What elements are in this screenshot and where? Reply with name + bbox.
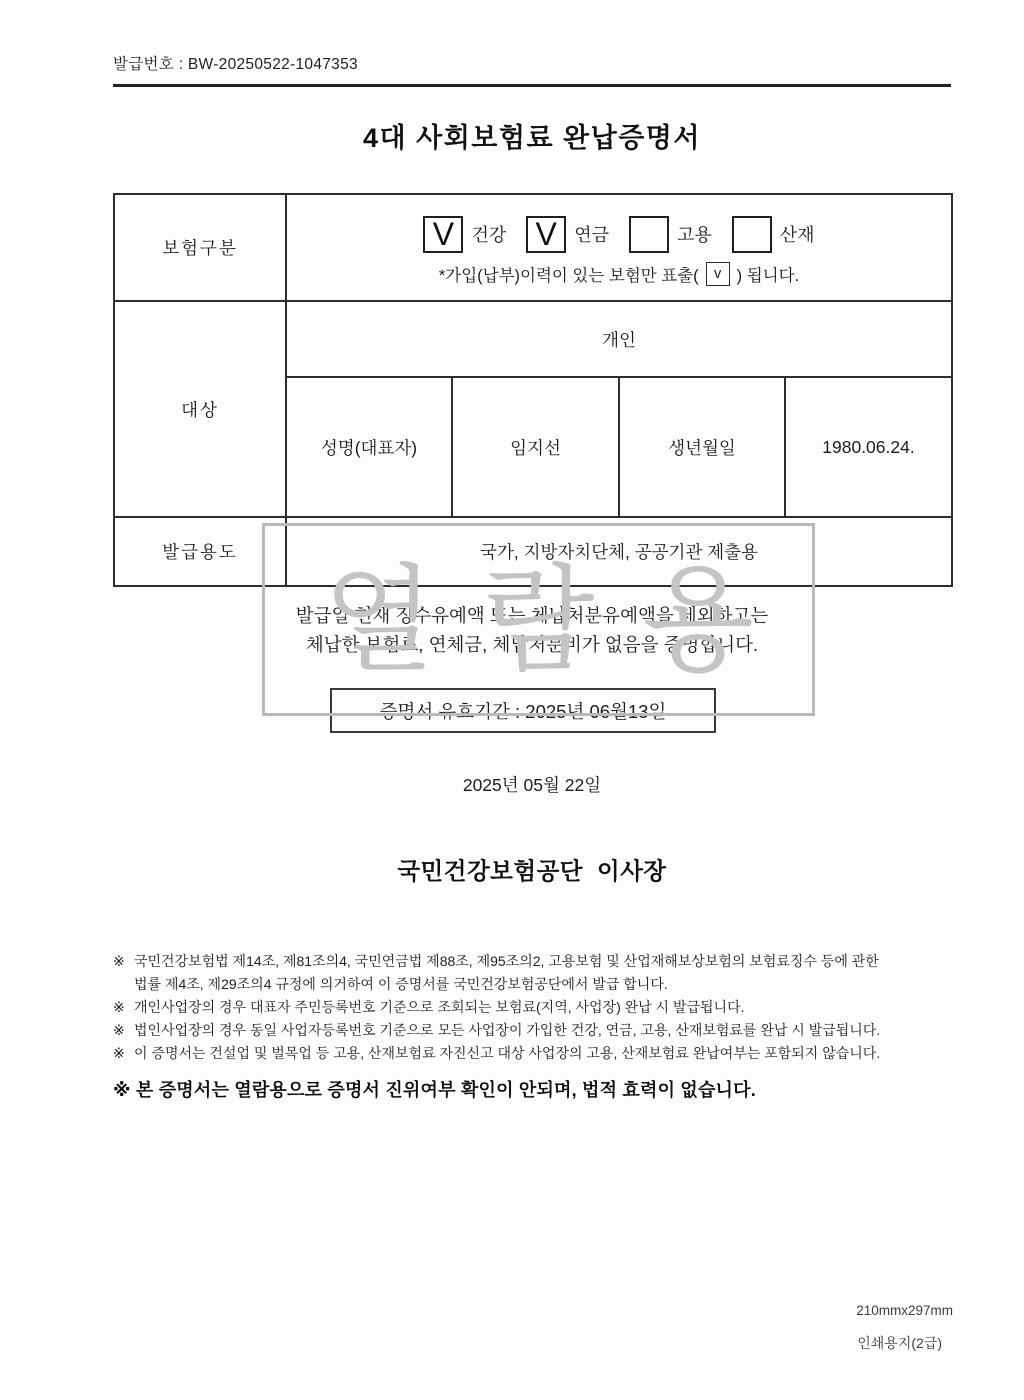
paper-info [856,1303,953,1353]
footnote-text: 개인사업장의 경우 대표자 주민등록번호 기준으로 조회되는 보험료(지역, 사업장) 완납 시 발급됩니다. [134,999,745,1015]
footnote-text: 법률 제4조, 제29조의4 규정에 의거하여 이 증명서를 국민건강보험공단에서 발급 합니다. [134,976,668,992]
insurance-note-suffix: ) 됩니다. [736,266,800,285]
insurance-header-cell: 보험구분 [114,194,286,301]
paper-size: 210mmx297mm [856,1303,953,1318]
issue-number-value: BW-20250522-1047353 [187,56,358,73]
purpose-header-cell: 발급용도 [114,517,286,586]
name-label-cell: 성명(대표자) [286,377,452,517]
issue-number-label: 발급번호 [113,56,175,73]
subject-type-cell: 개인 [286,301,952,377]
header-rule [113,84,951,87]
pension-checkbox-label: 연금 [574,225,609,245]
watermark-char-2: 람 [482,554,595,685]
issue-date: 2025년 05월 22일 [462,775,602,795]
footnote-text: 국민건강보험법 제14조, 제81조의4, 국민연금법 제88조, 제95조의2, 고용보험 및 산업재해보상보험의 보험료징수 등에 관한 [134,953,879,969]
subject-type-row [114,301,952,377]
insurance-options-cell [286,194,952,301]
birth-label-cell: 생년월일 [619,377,785,517]
legal-note: ※ 본 증명서는 열람용으로 증명서 진위여부 확인이 안되며, 법적 효력이 없습니다. [113,1080,756,1100]
insurance-note [287,262,951,286]
insurance-checkbox-row [287,216,951,253]
paper-type: 인쇄용지(2급) [857,1335,942,1351]
insurance-pension-group [526,216,609,253]
watermark-char-3: 용 [641,554,754,685]
footnotes [113,951,973,1066]
note-check-mark: v [714,265,722,282]
footnote-line-2 [113,974,973,995]
footnote-line-5 [113,1043,973,1064]
health-checkbox [423,216,463,253]
footnote-text: 법인사업장의 경우 동일 사업자등록번호 기준으로 모든 사업장이 가입한 건강, 연금, 고용, 산재보험료를 완납 시 발급됩니다. [134,1022,881,1038]
insurance-industrial-group [732,216,815,253]
insurance-health-group [423,216,506,253]
payment-statement-line2: 체납한 보험료, 연체금, 체납처분비가 없음을 증명합니다. [305,634,759,655]
certificate-table [113,193,953,587]
issuer-signature: 국민건강보험공단 이사장 [397,858,667,884]
issue-number-separator: : [174,56,188,73]
insurance-note-prefix: *가입(납부)이력이 있는 보험만 표출( [438,266,699,285]
industrial-checkbox [732,216,772,253]
purpose-row [114,517,952,586]
validity-box: 증명서 유효기간 : 2025년 06월13일 [330,688,716,733]
subject-header-cell: 대상 [114,301,286,517]
employment-checkbox-label: 고용 [677,225,712,245]
footnote-line-3 [113,997,973,1018]
insurance-row [114,194,952,301]
watermark-char-1: 열 [323,554,436,685]
document-title: 4대 사회보험료 완납증명서 [363,123,701,153]
footnote-marker: ※ [113,999,125,1015]
employment-checkbox [629,216,669,253]
payment-statement [113,601,951,659]
note-check-box [706,262,730,286]
name-value-cell: 임지선 [452,377,619,517]
pension-check-mark: V [535,216,557,252]
pension-checkbox [526,216,566,253]
footnote-text: 이 증명서는 건설업 및 벌목업 등 고용, 산재보험료 자진신고 대상 사업장의 고용, 산재보험료 완납여부는 포함되지 않습니다. [134,1045,881,1061]
insurance-employment-group [629,216,712,253]
footnote-marker: ※ [113,953,125,969]
footnote-marker: ※ [113,1022,125,1038]
footnote-line-4 [113,1020,973,1041]
purpose-value-cell: 국가, 지방자치단체, 공공기관 제출용 [286,517,952,586]
health-checkbox-label: 건강 [471,225,507,245]
payment-statement-line1: 발급일 현재 징수유예액 또는 체납처분유예액을 제외하고는 [295,605,769,626]
health-check-mark: V [432,216,455,252]
footnote-marker: ※ [113,1045,125,1061]
industrial-checkbox-label: 산재 [779,225,815,245]
birth-value-cell: 1980.06.24. [785,377,952,517]
issue-number [113,52,358,74]
footnote-line-1 [113,951,973,972]
